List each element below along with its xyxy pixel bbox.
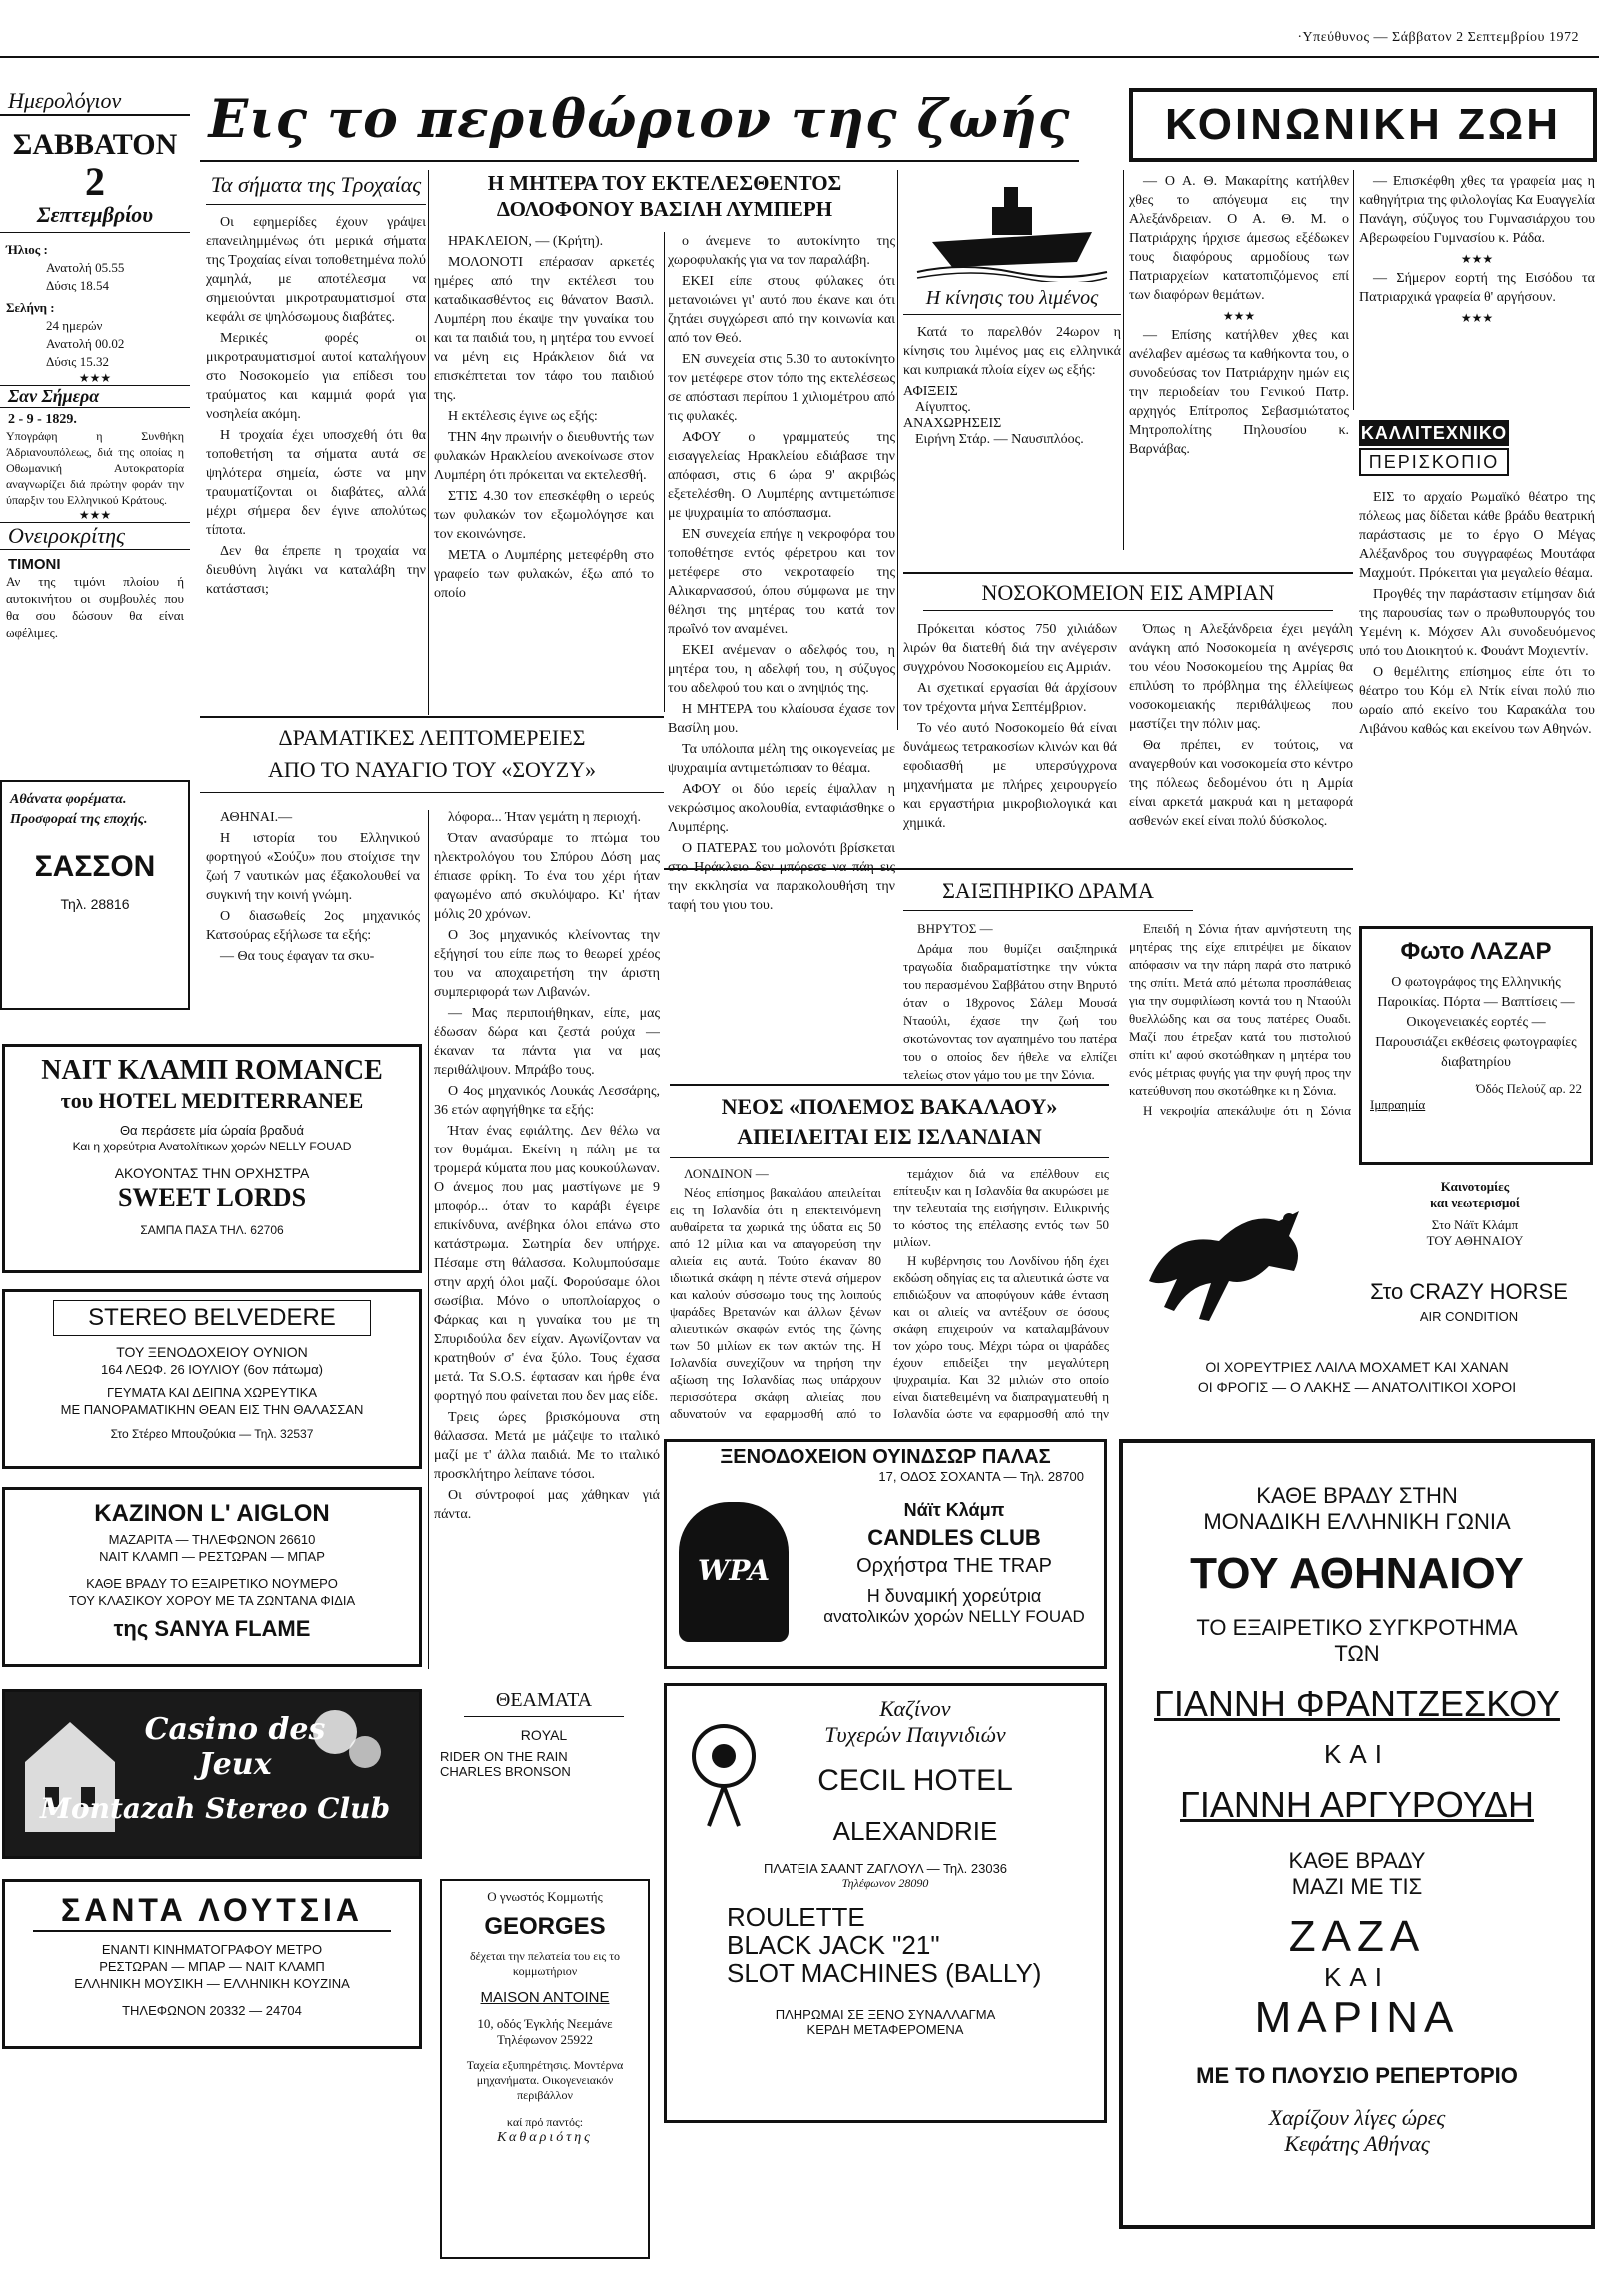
athinaiou-title: ΤΟΥ ΑΘΗΝΑΙΟΥ [1190, 1549, 1524, 1598]
kallitexniko-label-2: ΠΕΡΙΣΚΟΠΙΟ [1359, 448, 1509, 476]
mother-c1-p3: Η εκτέλεσις έγινε ως εξής: [448, 409, 598, 424]
athinaiou-name3: ΖΑΖΑ [1288, 1912, 1426, 1961]
section-rule [664, 868, 1353, 870]
santa-lucia-line4: ΤΗΛΕΦΩΝΟΝ 20332 — 24704 [122, 2003, 302, 2018]
traffic-title: Τα σήματα της Τροχαίας [206, 172, 426, 205]
mother-c2-p3: ΕΝ συνεχεία στις 5.30 το αυτοκίνητο τον μετέφερε στον τόπο της εκτελέσεως σε απόστασι περίπου 1 χιλιομέτρου από τις φυλακές. [668, 352, 895, 424]
col-rule [1353, 170, 1354, 410]
lazar-address: Όδός Πελούζ αρ. 22 [1476, 1081, 1582, 1096]
social-c1-p1: — Ο Α. Θ. Μακαρίτης κατήλθεν χθες το απόγευμα εις την Αλεξάνδρειαν. Ο Α. Θ. Μ. ο Πατριάρχης ήρχισε άμεσως εξέδωκεν τους διαφόρους αρμοδίους των Πατριαρχείων κατατοπιζόμενος επί των διαφόρων θεμάτων. [1129, 174, 1349, 303]
windsor-line4: Η δυναμική χορεύτρια [866, 1586, 1042, 1606]
crazyhorse-aircon: AIR CONDITION [1419, 1309, 1519, 1324]
hospital-col1 [903, 620, 1117, 860]
hospital-c1-p3: Το νέο αυτό Νοσοκομείο θά είναι δυνάμεως τετρακοσίων κλινών και θά εφοδιασθή με υπερσύγχρονα μηχανήματα με πλήρες χειρουργείο και εργαστήρια μικροβιολογικά και χημικά. [903, 721, 1117, 831]
theamata-star: CHARLES BRONSON [440, 1764, 571, 1779]
naval-c1-p3: Ο διασωθείς 2ος μηχανικός Κατσούρας εξήλωσε τα εξής: [206, 909, 420, 943]
crazyhorse-line3: Στο Νάϊτ Κλάμπ [1431, 1217, 1519, 1232]
naval-c1-p4: — Θα τους έφαγαν τα σκυ- [220, 949, 375, 964]
georges-extra: Ταχεία εξυπηρέτησις. Μοντέρνα μηχανήματα. Οικογενειακόν περιβάλλον [466, 2058, 624, 2102]
georges-intro: Ο γνωστός Κομμωτής [487, 1889, 603, 1904]
lazar-title: Φωτο ΛΑΖΑΡ [1400, 938, 1552, 965]
casino-subtitle: Montazah Stereo Club [39, 1792, 391, 1825]
separator-stars: ★★★ [1460, 252, 1494, 266]
calendar-title: Ημερολόγιον [0, 88, 190, 116]
sasson-phone: Τηλ. 28816 [60, 896, 130, 912]
masthead-title: Εις το περιθώριον της ζωής [208, 89, 1071, 150]
moon-age: 24 ημερών [46, 318, 103, 333]
athinaiou-name4: ΜΑΡΙΝΑ [1254, 1993, 1460, 2042]
hospital-c1-p2: Αι σχετικαί εργασίαι θά άρχίσουν τον τρέχοντα μήνα Σεπτέμβριον. [903, 681, 1117, 715]
mother-c2-p1: ο άνεμενε το αυτοκίνητο της χωροφυλακής για να τον παραλάβη. [668, 234, 895, 268]
top-rule [0, 56, 1599, 58]
harbor-departures-label: ΑΝΑΧΩΡΗΣΕΙΣ [903, 416, 1002, 431]
ad-aiglon [2, 1487, 422, 1667]
shakespeare-title: ΣΑΙΞΠΗΡΙΚΟ ΔΡΑΜΑ [903, 872, 1193, 911]
hospital-c2-p1: Όπως η Αλεξάνδρεια έχει μεγάλη ανάγκη από Νοσοκομεία η ανέγερσις του νέου Νοσοκομείου της Αμρίας θα επιλύση το πρόβλημα της έλλείψεως νοσοκομειακής περιθάλψεως που μαστίζει την πόλιν μας. [1129, 622, 1353, 732]
georges-footer1: καί πρό παντός: [506, 2115, 584, 2129]
crazyhorse-line4: ΤΟΥ ΑΘΗΝΑΙΟΥ [1426, 1233, 1524, 1248]
windsor-title: ΞΕΝΟΔΟΧΕΙΟΝ ΟΥΙΝΔΣΩΡ ΠΑΛΑΣ [720, 1446, 1051, 1468]
windsor-line2: CANDLES CLUB [867, 1525, 1041, 1550]
mother-c1-p1: ΗΡΑΚΛΕΙΟΝ, — (Κρήτη). [448, 234, 604, 249]
calendar-day: ΣΑΒΒΑΤΟΝ [12, 128, 178, 161]
romance-line2: Και η χορεύτρια Ανατολίτικων χορών NELLY FOUAD [72, 1140, 352, 1153]
naval-c2-p3: Ο 3ος μηχανικός κλείνοντας την εξήγησί του είπε πως το θεωρεί χρέος του να αποχαιρετήση την άριστη συμπεριφορά των Λιβανών. [434, 928, 660, 1000]
mother-c2-p4: ΑΦΟΥ ο γραμματεύς της εισαγγελείας Ηρακλείου εδιάβασε την απόφασι, στις 6 ώρα 9' ακριβώς εξετελέσθη. Ο Λυμπέρης αντιμετώπισε με ψυχραιμία το απόσπασμα. [668, 430, 895, 521]
harbor-departures [903, 416, 1121, 448]
cecil-title: CECIL HOTEL [817, 1764, 1013, 1797]
athinaiou-line9: Κεφάτης Αθήνας [1284, 2131, 1430, 2156]
naval-col2 [434, 808, 660, 1677]
social-c1-p2: — Επίσης κατήλθεν χθες και ανέλαβεν αμέσως τα καθήκοντα του, ο συνοδεύσας τον Πατριάρχην ημών εις την περιοδείαν του Γενικού Πατρ. αρχηγός Επίτροπος Σεβασμιώτατος Μητροπολίτης Πηλουσίου κ. Βαρνάβας. [1129, 328, 1349, 457]
traffic-p4: Δεν θα έπρεπε η τροχαία να διευθύνη λιγάκι να καταλάβη την κατάστασι; [206, 544, 426, 597]
ad-cecil [664, 1683, 1107, 2123]
ad-athinaiou [1119, 1439, 1595, 2229]
naval-title-1: ΔΡΑΜΑΤΙΚΕΣ ΛΕΠΤΟΜΕΡΕΙΕΣ [278, 725, 586, 750]
theamata-cinema: ROYAL [520, 1727, 568, 1743]
theamata-film: RIDER ON THE RAIN [440, 1749, 568, 1764]
sun-times: Ήλιος : Ανατολή 05.55 Δύσις 18.54 Σελήνη : 24 ημερών Ανατολή 00.02 Δύσις 15.32 [0, 233, 190, 371]
windsor-line1: Νάϊτ Κλάμπ [903, 1500, 1005, 1520]
athinaiou-line4: ΤΩΝ [1334, 1641, 1380, 1666]
naval-c1-p1: ΑΘΗΝΑΙ.— [220, 810, 293, 825]
windsor-line5: ανατολικών χορών NELLY FOUAD [823, 1607, 1085, 1626]
naval-c2-p5: Ο 4ος μηχανικός Λουκάς Λεσσάρης, 36 ετών αφηγήθηκε τα εξής: [434, 1084, 660, 1118]
hospital-col2 [1129, 620, 1353, 860]
crazyhorse-line1: Καινοτομίες [1440, 1179, 1510, 1194]
crazyhorse-line2: και νεωτερισμοί [1430, 1195, 1520, 1210]
calendar-month: Σεπτεμβρίου [0, 202, 190, 233]
crazyhorse-footer1: ΟΙ ΧΟΡΕΥΤΡΙΕΣ ΛΑΙΛΑ ΜΟΧΑΜΕΤ ΚΑΙ ΧΑΝΑΝ [1205, 1359, 1509, 1375]
romance-line3: ΑΚΟΥΟΝΤΑΣ ΤΗΝ ΟΡΧΗΣΤΡΑ [114, 1165, 310, 1181]
harbor-intro: Κατά το παρελθόν 24ωρον η κίνησις του λιμένος μας εις ελληνικά και κυπριακά πλοία είχεν ως εξής: [903, 325, 1121, 378]
athinaiou-line8: Χαρίζουν λίγες ώρες [1268, 2105, 1446, 2130]
traffic-p3: Η τροχαία έχει υποσχεθή ότι θα τοποθετήση τα σήματα αυτά σε ψηλότερα σημεία, ώστε να μην τραυματίζονται οι διαβάτες, αλλά μέχρι σήμερα δεν έγινε απολύτως τίποτα. [206, 428, 426, 538]
naval-c1-p2: Η ιστορία του Ελληνικού φορτηγού «Σούζυ» που στοίχισε την ζωή 7 ναυτικών μας έξακολουθεί να συγκινή την κοινή γνώμη. [206, 831, 420, 903]
mother-c2-p9: ΑΦΟΥ οι δύο ιερείς έψαλλαν η νεκρώσιμος ακολουθία, ενταφιάσθηκε ο Λυμπέρης. [668, 782, 895, 835]
mother-c1-p5: ΣΤΙΣ 4.30 τον επεσκέφθη ο ιερεύς των φυλακών τον εξωμολόγησε και τον εκοινώνησε. [434, 489, 654, 542]
aiglon-line2: ΝΑΙΤ ΚΛΑΜΠ — ΡΕΣΤΩΡΑΝ — ΜΠΑΡ [99, 1549, 325, 1564]
traffic-p1: Οι εφημερίδες έχουν γράψει επανειλημμένως ότι μερικά σήματα της Τροχαίας είναι τοποθετημένα πολύ χαμηλά, με αποτέλεσμα να σημειούνται μικροτραυματισμοί στα κεφάλι σε ψηλόσωμους διαβάτες. [206, 215, 426, 325]
windsor-address: 17, ΟΔΟΣ ΣΟΧΑΝΤΑ — Τηλ. 28700 [878, 1469, 1084, 1484]
cod-title-1: ΝΕΟΣ «ΠΟΛΕΜΟΣ ΒΑΚΑΛΑΟΥ» [721, 1094, 1058, 1119]
aiglon-line3: ΚΑΘΕ ΒΡΑΔΥ ΤΟ ΕΞΑΙΡΕΤΙΚΟ ΝΟΥΜΕΡΟ [86, 1576, 338, 1591]
athinaiou-line6: ΜΑΖΙ ΜΕ ΤΙΣ [1291, 1874, 1423, 1899]
belvedere-line2: 164 ΛΕΩΦ. 26 ΙΟΥΛΙΟΥ (6ον πάτωμα) [100, 1362, 323, 1377]
harbor-arrivals [903, 384, 1121, 416]
section-rule [200, 716, 664, 718]
mother-c2-p2: ΕΚΕΙ είπε στους φύλακες ότι μετανοιώνει γι' αυτό που έκανε και ότι ζητάει συγχώρεσι από την κοινωνία και από τον Θεό. [668, 274, 895, 346]
cod-title-2: ΑΠΕΙΛΕΙΤΑΙ ΕΙΣ ΙΣΛΑΝΔΙΑΝ [670, 1122, 1109, 1158]
belvedere-line1: ΤΟΥ ΞΕΝΟΔΟΧΕΙΟΥ ΟΥΝΙΟΝ [116, 1344, 308, 1360]
cecil-city: ALEXANDRIE [832, 1816, 998, 1846]
romance-address: ΣΑΜΠΑ ΠΑΣΑ ΤΗΛ. 62706 [140, 1223, 284, 1237]
hospital-article [903, 576, 1353, 866]
col-rule [1123, 170, 1124, 550]
harbor-arrivals-label: ΑΦΙΞΕΙΣ [903, 384, 958, 399]
santa-lucia-line1: ΕΝΑΝΤΙ ΚΙΝΗΜΑΤΟΓΡΑΦΟΥ ΜΕΤΡΟ [101, 1942, 323, 1957]
cecil-phone2: Τηλέφωνον 28090 [841, 1876, 929, 1890]
santa-lucia-line2: ΡΕΣΤΩΡΑΝ — ΜΠΑΡ — ΝΑΙΤ ΚΛΑΜΠ [99, 1959, 325, 1974]
naval-col1 [206, 808, 420, 1028]
aiglon-title: ΚΑΖΙΝΟΝ L' AIGLON [94, 1500, 330, 1527]
mother-c1-p4: ΤΗΝ 4ην πρωινήν ο διευθυντής των φυλακών Ηρακλείου ανεκοίνωσε στον Λυμπέρη ότι πρόκειται να εκτελεσθή. [434, 430, 654, 483]
kallitexniko-p3: Ο θεμέλιτης επίσημος είπε ότι το θέατρο του Κόμ ελ Ντίκ είναι πολύ πιο ωραίο από εκείνο του Καρακάλα του Λιβάνου καθώς και εκείνου των Αθηνών. [1359, 665, 1595, 737]
social-c2-p1: — Επισκέφθη χθες τα γραφεία μας η καθηγήτρια της φιλολογίας Κα Ευαγγελία Πανάγη, σύζυγος του Γυμνασιάρχου του Αβερωφείου Γυμνασίου κ. Ράδα. [1359, 174, 1595, 246]
mother-col1 [434, 232, 654, 752]
mother-c2-p8: Τα υπόλοιπα μέλη της οικογενείας με ψυχραιμία αντιμετώπισαν το θέαμα. [668, 742, 895, 776]
naval-c2-p7: Τρεις ώρες βρισκόμουνα στη θάλασσα. Μετά με μάζεψε το ιταλικό μαζί με τ' άλλα παιδιά. Με το ιταλικό προσκλήτηρο λείπανε τόσοι. [434, 1410, 660, 1482]
sasson-ad [0, 780, 190, 1010]
theamata-block [434, 1689, 654, 1849]
social-c2-p2: — Σήμερον εορτή της Εισόδου τα Πατριαρχικά γραφεία θ' αργήσουν. [1359, 271, 1595, 305]
georges-address: 10, οδός Έγκλής Νεεμάνε [477, 2016, 613, 2031]
social-banner-title: ΚΟΙΝΩΝΙΚΗ ΖΩΗ [1165, 100, 1561, 149]
social-col-1 [1129, 172, 1349, 552]
sun-set: Δύσις 18.54 [46, 278, 109, 293]
hospital-c1-p1: Πρόκειται κόστος 750 χιλιάδων λιρών θα διατεθή διά την ανέγερσιν συγχρόνου Νοσοκομείου εις Αμριάν. [903, 622, 1117, 675]
athinaiou-line5: ΚΑΘΕ ΒΡΑΔΥ [1288, 1848, 1426, 1873]
moon-set: Δύσις 15.32 [46, 354, 109, 369]
belvedere-line4: ΜΕ ΠΑΝΟΡΑΜΑΤΙΚΗΝ ΘΕΑΝ ΕΙΣ ΤΗΝ ΘΑΛΑΣΣΑΝ [60, 1402, 364, 1417]
shakespeare-c1-p1: ΒΗΡΥΤΟΣ — [917, 921, 993, 936]
naval-c2-p8: Οι σύντροφοί μας χάθηκαν γιά πάντα. [434, 1488, 660, 1522]
cod-c1-p1: ΛΟΝΔΙΝΟΝ — [684, 1166, 769, 1181]
sasson-name: ΣΑΣΣΟΝ [34, 850, 156, 883]
cod-col2 [893, 1165, 1109, 1423]
naval-c2-p4: — Μας περιποιήθηκαν, είπε, μας έδωσαν δώρα και ζεστά ρούχα — έκαναν τα πάντα για να μας περιθάλψουν. Μπράβο τους. [434, 1006, 660, 1078]
dream-title: Ονειροκρίτης [0, 522, 190, 550]
kallitexniko-block [1359, 420, 1595, 980]
kallitexniko-label-1: ΚΑΛΛΙΤΕΧΝΙΚΟ [1359, 420, 1509, 446]
aiglon-line1: ΜΑΖΑΡΙΤΑ — ΤΗΛΕΦΩΝΟΝ 26610 [108, 1532, 316, 1547]
harbor-departures-value: Ειρήνη Στάρ. — Ναυσιπλόος. [915, 432, 1084, 447]
history-title: Σαν Σήμερα [0, 385, 190, 408]
ad-windsor [664, 1439, 1107, 1669]
section-rule [903, 572, 1353, 574]
georges-salon: MAISON ANTOINE [480, 1989, 610, 2006]
moon-rise: Ανατολή 00.02 [46, 336, 125, 351]
cecil-games1: ROULETTE [727, 1902, 865, 1932]
col-rule [897, 170, 898, 730]
hospital-c2-p2: Θα πρέπει, εν τούτοις, να αναγερθούν και νοσοκομεία στο κέντρο της πόλεως δεδομένου ότι η Αμρία είναι αρκετά μακρυά και η μεταφορά ασθενών εκεί είναι πολύ δύσκολος. [1129, 738, 1353, 829]
romance-band: SWEET LORDS [117, 1183, 307, 1212]
aiglon-line5: της SANYA FLAME [113, 1616, 311, 1641]
windsor-line3: Ορχήστρα THE TRAP [856, 1555, 1052, 1577]
cod-col1 [670, 1165, 881, 1423]
shakespeare-c2-p2: Η νεκροψία απεκάλυψε ότι η Σόνια [1143, 1103, 1351, 1118]
cecil-footer1: ΠΛΗΡΩΜΑΙ ΣΕ ΞΕΝΟ ΣΥΝΑΛΛΑΓΜΑ [775, 2007, 996, 2022]
naval-title-2: ΑΠΟ ΤΟ ΝΑΥΑΓΙΟ ΤΟΥ «ΣΟΥΖΥ» [200, 754, 664, 793]
shakespeare-c1-p2: Δράμα που θυμίζει σαιξπηρικά τραγωδία διαδραματίστηκε την νύκτα του περασμένου Σαββάτου στην Βηρυτό όταν ο 18χρονος Σάλεμ Μουσά Νταούλι, έχασε την ζωή του σκοτώνοντας τον αγαπημένο του πατέρα του ο οποίος δεν ήθελε να ελπίζει τελείως στον γάμο του με την Σόνια. [903, 941, 1117, 1082]
ad-santa-lucia [2, 1879, 422, 2049]
athinaiou-name2: ΓΙΑΝΝΗ ΑΡΓΥΡΟΥΔΗ [1180, 1784, 1534, 1825]
horse-illustration [1129, 1191, 1339, 1341]
mother-c2-p10: Ο ΠΑΤΕΡΑΣ του μολονότι βρίσκεται την εκκλησία να παρακολουθήση την ταφή του γιου του. [668, 841, 895, 913]
ad-lazar [1359, 926, 1593, 1165]
lazar-text: Ο φωτογράφος της Ελληνικής Παροικίας. Πόρτα — Βαπτίσεις — Οικογενειακές εορτές — Παρουσιάζει εκθέσεις φωτογραφίες διαβατηρίου [1375, 975, 1577, 1070]
calendar-date-number: 2 [85, 159, 105, 204]
belvedere-line3: ΓΕΥΜΑΤΑ ΚΑΙ ΔΕΙΠΝΑ ΧΩΡΕΥΤΙΚΑ [106, 1385, 318, 1400]
traffic-body [206, 213, 426, 599]
mother-c1-p6: ΜΕΤΑ ο Λυμπέρης μετεφέρθη στο γραφείο των φυλακών, έξω από το οποίο [434, 548, 654, 601]
georges-name: GEORGES [484, 1913, 606, 1940]
mother-c2-p6: ΕΚΕΙ ανέμεναν ο αδελφός του, η μητέρα του, η αδελφή του, η σύζυγος του αδελφού του και ο ανηψιός της. [668, 643, 895, 696]
naval-c2-p2: Όταν ανασύραμε το πτώμα του ηλεκτρολόγου του Σπύρου Δόση μας έπιασε φρίκη. Το ένα του χέρι ήταν φαγωμένο από σκυλόψαρο. Κι' ήταν μόλις 20 χρόνων. [434, 831, 660, 922]
col-rule [428, 170, 429, 715]
naval-c2-p1: λόφορα... Ήταν γεμάτη η περιοχή. [448, 810, 641, 825]
history-text: Υπογράφη η Συνθήκη Άδριανουπόλεως, διά της οποίας η Οθωμανική Αυτοκρατορία αναγνωρίζει διά πρώτην φοράν την ύπαρξιν του Ελληνικού Κράτους. [6, 429, 184, 507]
athinaiou-and1: ΚΑΙ [1324, 1739, 1390, 1769]
harbor-title: Η κίνησις του λιμένος [903, 286, 1121, 315]
athinaiou-and2: ΚΑΙ [1324, 1962, 1390, 1992]
cecil-line1: Καζίνον [879, 1696, 951, 1721]
ad-casino-montazah [2, 1689, 422, 1859]
ad-romance [2, 1044, 422, 1273]
col-rule [428, 810, 429, 1669]
crazyhorse-title: Στο CRAZY HORSE [1370, 1279, 1568, 1304]
romance-subtitle: του HOTEL MEDITERRANEE [60, 1088, 364, 1113]
shakespeare-col2 [1129, 920, 1351, 1120]
mother-title: Η ΜΗΤΕΡΑ ΤΟΥ ΕΚΤΕΛΕΣΘΕΝΤΟΣ ΔΟΛΟΦΟΝΟΥ ΒΑΣΙΛΗ ΛΥΜΠΕΡΗ [487, 171, 842, 221]
separator-stars: ★★★ [78, 371, 112, 385]
romance-title: ΝΑΙΤ ΚΛΑΜΠ ROMANCE [41, 1055, 383, 1086]
harbor-article [903, 172, 1121, 572]
athinaiou-line1: ΚΑΘΕ ΒΡΑΔΥ ΣΤΗΝ [1256, 1483, 1458, 1508]
aiglon-line4: ΤΟΥ ΚΛΑΣΙΚΟΥ ΧΟΡΟΥ ΜΕ ΤΑ ΖΩΝΤΑΝΑ ΦΙΔΙΑ [68, 1593, 356, 1608]
casino-title: Casino des Jeux [144, 1712, 326, 1782]
georges-text: δέχεται την πελατεία του εις το κομμωτήριον [469, 1949, 621, 1978]
kallitexniko-p1: ΕΙΣ το αρχαίο Ρωμαϊκό θέατρο της πόλεως μας δίδεται κάθε βράδυ θεατρική παράστασις με το έργο Ο Μέγας Αλέξανδρος του συγγραφέως Μουτάφα Μαχμούτ. Πρόκειται για μεγαλείο θέαμα. [1359, 490, 1595, 581]
harbor-arrivals-value: Αίγυπτος. [915, 400, 971, 415]
cod-c2-p2: Η κυβέρνησις του Λονδίνου ήδη έχει εκδώση οδηγίας εις τα αλιευτικά ώστε να επιδιώξουν να αποφύγουν κάθε ένταση και οι αλιείς να αντέξουν σε όσους σκάφη επιχειρούν να καταλαμβάνουν τον χώρο τους. Μέχρι τώρα οι ψαράδες έχουν επιδείξει την μεγαλύτερη ψυχραιμία. Και 32 μιλιών στο οποίο είναι διατεθειμένη να διαπραγματευθή η Ισλανδία ώστε να εφαρμοσθή από την [893, 1253, 1109, 1421]
cecil-games2: BLACK JACK "21" [727, 1930, 940, 1960]
cecil-address: ΠΛΑΤΕΙΑ ΣΑΑΝΤ ΖΑΓΛΟΥΛ — Τηλ. 23036 [763, 1861, 1008, 1876]
separator-stars: ★★★ [1222, 309, 1256, 323]
dream-text: Αν της τιμόνι πλοίου ή αυτοκινήτου οι συμβουλές που θα σου δώσουν θα είναι ωφέλιμες. [6, 574, 184, 640]
lazar-city: Ιμπραημία [1370, 1097, 1426, 1112]
athinaiou-line3: ΤΟ ΕΞΑΙΡΕΤΙΚΟ ΣΥΓΚΡΟΤΗΜΑ [1196, 1615, 1518, 1640]
windsor-logo [679, 1502, 789, 1642]
kallitexniko-p2: Προγθές την παράστασιν ετίμησαν διά της παρουσίας των ο πρωθυπουργός του Υεμένη κ. Μόχσεν Αλι συνοδευόμενος υπό του Διοικητού κ. Φουάντ Μοχιεντίν. [1359, 587, 1595, 659]
kallitexniko-body [1359, 488, 1595, 739]
belvedere-title: STEREO BELVEDERE [53, 1300, 371, 1336]
sasson-text: Αθάνατα φορέματα. Προσφοραί της εποχής. [10, 792, 148, 827]
cecil-footer2: ΚΕΡΔΗ ΜΕΤΑΦΕΡΟΜΕΝΑ [806, 2022, 964, 2037]
masthead [200, 84, 1079, 158]
athinaiou-name1: ΓΙΑΝΝΗ ΦΡΑΝΤΖΕΣΚΟΥ [1154, 1683, 1560, 1724]
santa-lucia-title: ΣΑΝΤΑ ΛΟΥΤΣΙΑ [33, 1890, 391, 1932]
ad-georges [440, 1879, 650, 2259]
athinaiou-line7: ΜΕ ΤΟ ΠΛΟΥΣΙΟ ΡΕΠΕΡΤΟΡΙΟ [1196, 2063, 1518, 2088]
naval-c2-p6: Ήταν ένας εφιάλτης. Δεν θέλω να τον θυμάμαι. Εκείνη η πάλη με τα τρομερά κύματα που μας κουκούλωναν. Ο άνεμος που μας μαστίγωνε με 9 μποφόρ... όταν το καράβι έγειρε επικίνδυνα, ανέβηκα όλοι επάνω στο κατάστρωμα. Σωτηρία δεν υπήρχε. Πέσαμε στη θάλασσα. Κολυμπούσαμε στην αρχή όλοι μαζί. Φορούσαμε όλοι σωσίβια. Μόνο ο υποπλοίαρχος ο Φάρκας και η γυναίκα του με τη Σπυριδούλα δεν είχαν. Αγωνίζονταν να κρατηθούν σ' ένα ξύλο. Τους έχασα μετά. Τα S.O.S. έφτασαν και ήρθε ένα φορτηγό που φαίνεται που δεν μας είδε. [434, 1124, 660, 1404]
running-head [1179, 30, 1579, 54]
belvedere-line5: Στο Στέρεο Μπουζούκια — Τηλ. 32537 [110, 1427, 314, 1441]
dream-word: ΤΙΜΟΝΙ [8, 556, 61, 573]
separator-stars: ★★★ [78, 508, 112, 522]
mother-c2-p7: Η ΜΗΤΕΡΑ του κλαίουσα έχασε τον Βασίλη μου. [668, 702, 895, 736]
ad-crazyhorse [1119, 1171, 1595, 1421]
athinaiou-line2: ΜΟΝΑΔΙΚΗ ΕΛΛΗΝΙΚΗ ΓΩΝΙΑ [1203, 1509, 1511, 1534]
social-col-2 [1359, 172, 1595, 412]
col-rule [664, 232, 665, 712]
calendar-block [0, 88, 190, 648]
ornament-icon [679, 1716, 769, 1836]
ad-belvedere [2, 1289, 422, 1469]
cod-c2-p1: τεμάχιον διά να επέλθουν εις επίτευξιν και η Ισλανδία θα ακυρώσει με την τελευταία της εισήγησιν. Ειλικρινής το κόστος της επέλασης εντός των 50 μιλίων. [893, 1166, 1109, 1249]
social-banner [1129, 88, 1597, 162]
traffic-p2: Μερικές φορές οι μικροτραυματισμοί αυτοί καταλήγουν στο Νοσοκομείο για επίδεσι του τραύματος και καμμιά φορά για νοσηλεία ακόμη. [206, 331, 426, 422]
running-head-text: ·Υπεύθυνος — Σάββατον 2 Σεπτεμβρίου 1972 [1297, 30, 1579, 45]
cod-article [670, 1084, 1109, 1423]
sun-rise: Ανατολή 05.55 [46, 260, 125, 275]
theamata-title: ΘΕΑΜΑΤΑ [464, 1689, 624, 1717]
cecil-line2: Τυχερών Παιγνιδιών [824, 1722, 1006, 1747]
separator-stars: ★★★ [1460, 311, 1494, 325]
shakespeare-c2-p1: Επειδή η Σόνια ήταν αμνήστευτη της μητέρας της είχε επιτρέψει με δίκαιον απόφασιν να την πάρη παρά στο πατρικό της σπίτι. Μετά από μέτωπα προσπάθειας για την συμφιλίωση κοντά του η Νταούλι θυελλώδης και σα τους πατέρες Ουαδι. Μαζί που έτρεξαν κατά του πιστολιού σπίτι κι' αφού σκοτώθηκαν η μητέρα του ενός μέτριας φυγής για την φυγή προς την κατεύθυνση που σκοτώθηκε κι η Σόνια. [1129, 921, 1351, 1098]
ship-illustration [912, 172, 1112, 282]
traffic-article [206, 172, 426, 712]
georges-phone: Τηλέφωνον 25922 [496, 2032, 594, 2047]
masthead-rule [200, 160, 1079, 162]
santa-lucia-line3: ΕΛΛΗΝΙΚΗ ΜΟΥΣΙΚΗ — ΕΛΛΗΝΙΚΗ ΚΟΥΖΙΝΑ [74, 1976, 350, 1991]
hospital-title: ΝΟΣΟΚΟΜΕΙΟΝ ΕΙΣ ΑΜΡΙΑΝ [923, 576, 1333, 611]
history-date: 2 - 9 - 1829. [8, 412, 77, 427]
windsor-logo-text: WPA [697, 1554, 771, 1587]
romance-line1: Θα περάσετε μία ώραία βραδυά [119, 1123, 305, 1138]
cecil-games3: SLOT MACHINES (BALLY) [727, 1958, 1042, 1988]
mother-c1-p2: ΜΟΛΟΝΟΤΙ επέρασαν αρκετές ημέρες από την εκτέλεσι του καταδικασθέντος εις θάνατον Βασιλ. Λυμπέρη που έκαψε την γυναίκα του και τα παιδιά του, η μητέρα του εννοεί να μένη εις Ηράκλειον διά να επισκέπτεται τον τάφο του παιδιού της. [434, 255, 654, 403]
mother-c2-p5: ΕΝ συνεχεία επήγε η νεκροφόρα του τοποθέτησε εντός φέρετρου και τον μετέφερε στο νεκροταφείο της Αλικαρνασσού, όπου σύμφωνα με την θέλησι της μητέρας του κατά τον πρωΐνό τον αναμένει. [668, 527, 895, 637]
crazyhorse-footer2: ΟΙ ΦΡΟΓΙΣ — Ο ΛΑΚΗΣ — ΑΝΑΤΟΛΙΤΙΚΟΙ ΧΟΡΟΙ [1197, 1379, 1517, 1395]
cod-c1-p2: Νέος επίσημος βακαλάου απειλείται εις τη Ισλανδία ότι η επεκτεινόμενη αυθαίρετα τα χωρικά της ύδατα εις 50 από 12 μίλια και να απαγορεύση την αλιεία εις αυτά. Τούτο έκαναν 80 ιδιωτικά σκάφη η πέντε στενά σήμερον και καλούν σύσσωμο τους της λοιπούς ψαράδες Βρετανών και άλλων ξένων αλιευτικών σκαφών εντός της ζώνης των 50 μιλίων εκ των ακτών της. Η Ισλανδία συνεχίζουν να τηρήση την αξίωση της Ισλανδίας πως υπάρχουν περισσότερα σκάφη αλιείας που αδυνατούν να εφαρμοσθή από το [670, 1185, 881, 1421]
georges-footer2: Καθαριότης [497, 2130, 593, 2145]
